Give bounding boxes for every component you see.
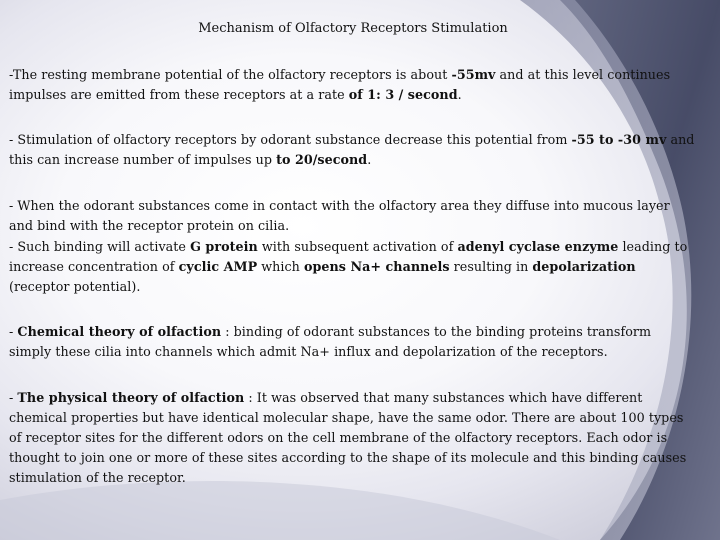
text-span: leading to increase concentration of [9,239,688,274]
text-span: . [367,152,372,167]
bold-span: cyclic AMP [178,259,258,274]
bold-span: -55mv [451,67,496,82]
text-span: with subsequent activation of [257,239,458,254]
text-span: - Such binding will activate [9,239,191,254]
text-span: : binding of odorant substances to the binding proteins transform simply these cilia into channels which admit Na+ influx and depolarization of the receptors. [9,324,652,359]
paragraph-chemical-theory [9,322,697,362]
bold-span: G protein [190,239,258,254]
bold-span: adenyl cyclase enzyme [457,239,619,254]
slide-title: Mechanism of Olfactory Receptors Stimulation [198,21,508,36]
text-span: and at this level continues impulses are emitted from these receptors at a rate [9,67,671,102]
paragraph-diffusion [9,196,697,236]
text-span: - When the odorant substances come in contact with the olfactory area they diffuse into mucous layer and bind with the receptor protein on cilia. [9,198,670,233]
paragraph-physical-theory [9,388,697,488]
text-span: : It was observed that many substances which have different chemical properties but have identical molecular shape, have the same odor. There are about 100 types of receptor sites for the different odors on the cell membrane of the olfactory receptors. Each odor is thought to join one or more of these sites according to the shape of its molecule and this binding causes stimulation of the receptor. [9,390,687,485]
bold-span: opens Na+ channels [303,259,450,274]
text-span: and this can increase number of impulses up [9,132,695,167]
paragraph-binding-cascade [9,237,697,297]
bold-span: depolarization [532,259,636,274]
text-span: - [9,324,18,339]
bold-span: -55 to -30 mv [571,132,667,147]
bold-span: of 1: 3 / second [348,87,458,102]
text-span: (receptor potential). [9,279,141,294]
text-span: - Stimulation of olfactory receptors by odorant substance decrease this potential from [9,132,572,147]
paragraph-stimulation [9,130,697,170]
text-span: . [457,87,462,102]
text-span: which [257,259,304,274]
text-span: resulting in [449,259,533,274]
bold-span: Chemical theory of olfaction [17,324,222,339]
text-span: -The resting membrane potential of the olfactory receptors is about [9,67,452,82]
bold-span: to 20/second [276,152,368,167]
bold-span: The physical theory of olfaction [17,390,245,405]
text-span: - [9,390,18,405]
paragraph-resting-potential [9,65,697,105]
